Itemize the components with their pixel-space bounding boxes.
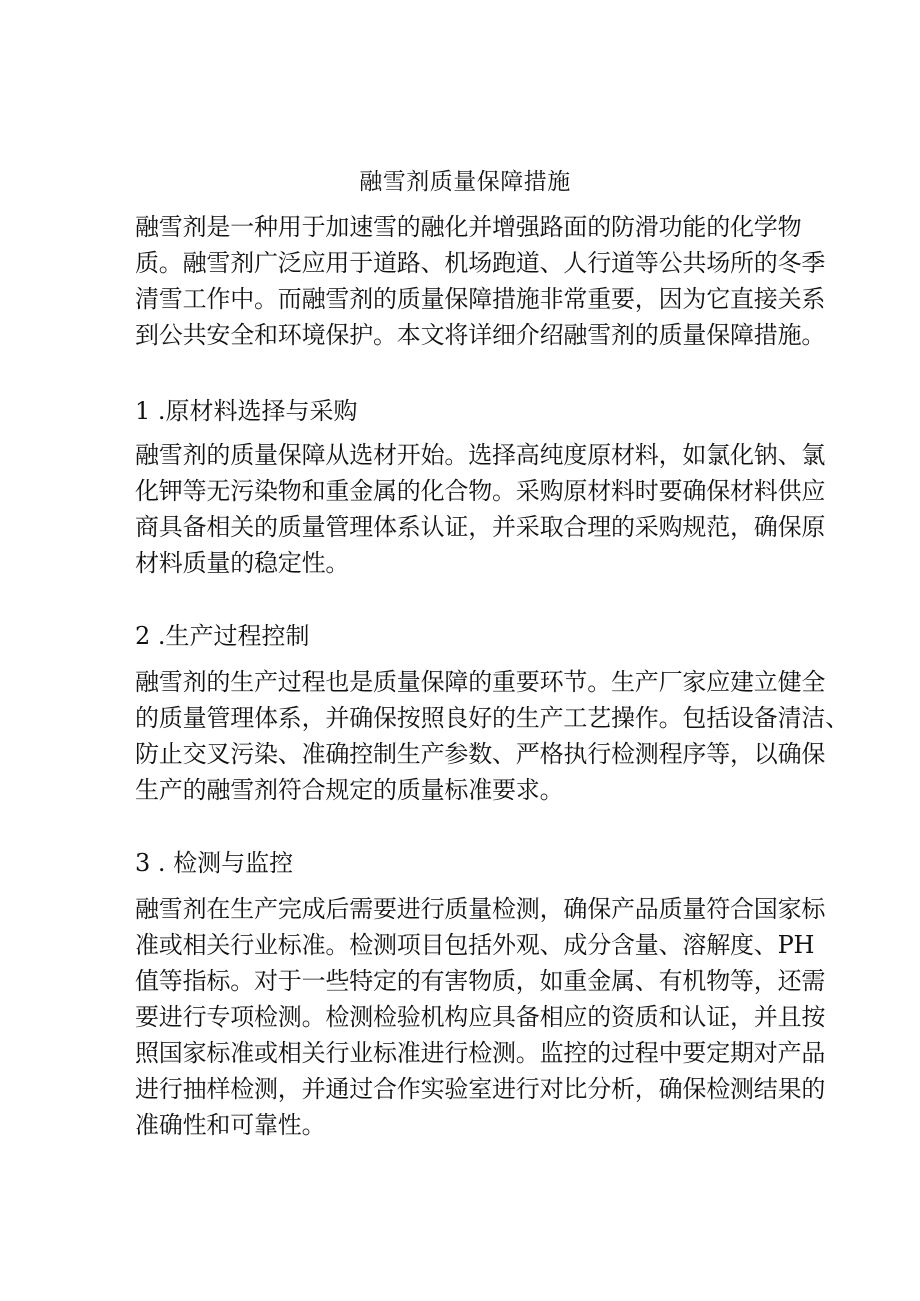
- section-heading-3: 3 . 检测与监控: [135, 849, 294, 877]
- paragraph-line: 到公共安全和环境保护。本文将详细介绍融雪剂的质量保障措施。: [135, 321, 826, 349]
- paragraph-line: 生产的融雪剂符合规定的质量标准要求。: [135, 776, 564, 804]
- document-title: 融雪剂质量保障措施: [359, 169, 571, 195]
- paragraph-line: 融雪剂在生产完成后需要进行质量检测，确保产品质量符合国家标: [135, 895, 826, 923]
- paragraph-line: 照国家标准或相关行业标准进行检测。监控的过程中要定期对产品: [135, 1039, 826, 1067]
- section-heading-1: 1 .原材料选择与采购: [135, 397, 358, 425]
- paragraph-line: 的质量管理体系，并确保按照良好的生产工艺操作。包括设备清洁、: [135, 704, 849, 732]
- section-heading-2: 2 .生产过程控制: [135, 622, 310, 650]
- paragraph-line: 要进行专项检测。检测检验机构应具备相应的资质和认证，并且按: [135, 1003, 826, 1031]
- paragraph-line: 准或相关行业标准。检测项目包括外观、成分含量、溶解度、PH: [135, 931, 815, 959]
- paragraph-line: 融雪剂的质量保障从选材开始。选择高纯度原材料，如氯化钠、氯: [135, 441, 826, 469]
- section-2-paragraph: [135, 664, 849, 808]
- paragraph-line: 质。融雪剂广泛应用于道路、机场跑道、人行道等公共场所的冬季: [135, 249, 826, 277]
- paragraph-line: 商具备相关的质量管理体系认证，并采取合理的采购规范，确保原: [135, 513, 826, 541]
- paragraph-line: 融雪剂是一种用于加速雪的融化并增强路面的防滑功能的化学物: [135, 213, 802, 241]
- intro-paragraph: [135, 209, 826, 353]
- paragraph-line: 防止交叉污染、准确控制生产参数、严格执行检测程序等，以确保: [135, 740, 826, 768]
- paragraph-line: 值等指标。对于一些特定的有害物质，如重金属、有机物等，还需: [135, 967, 826, 995]
- paragraph-line: 材料质量的稳定性。: [135, 549, 350, 577]
- paragraph-line: 化钾等无污染物和重金属的化合物。采购原材料时要确保材料供应: [135, 477, 826, 505]
- section-3-paragraph: [135, 891, 826, 1143]
- paragraph-line: 进行抽样检测，并通过合作实验室进行对比分析，确保检测结果的: [135, 1075, 826, 1103]
- section-1-paragraph: [135, 437, 826, 581]
- paragraph-line: 融雪剂的生产过程也是质量保障的重要环节。生产厂家应建立健全: [135, 668, 826, 696]
- paragraph-line: 清雪工作中。而融雪剂的质量保障措施非常重要，因为它直接关系: [135, 285, 826, 313]
- paragraph-line: 准确性和可靠性。: [135, 1111, 326, 1139]
